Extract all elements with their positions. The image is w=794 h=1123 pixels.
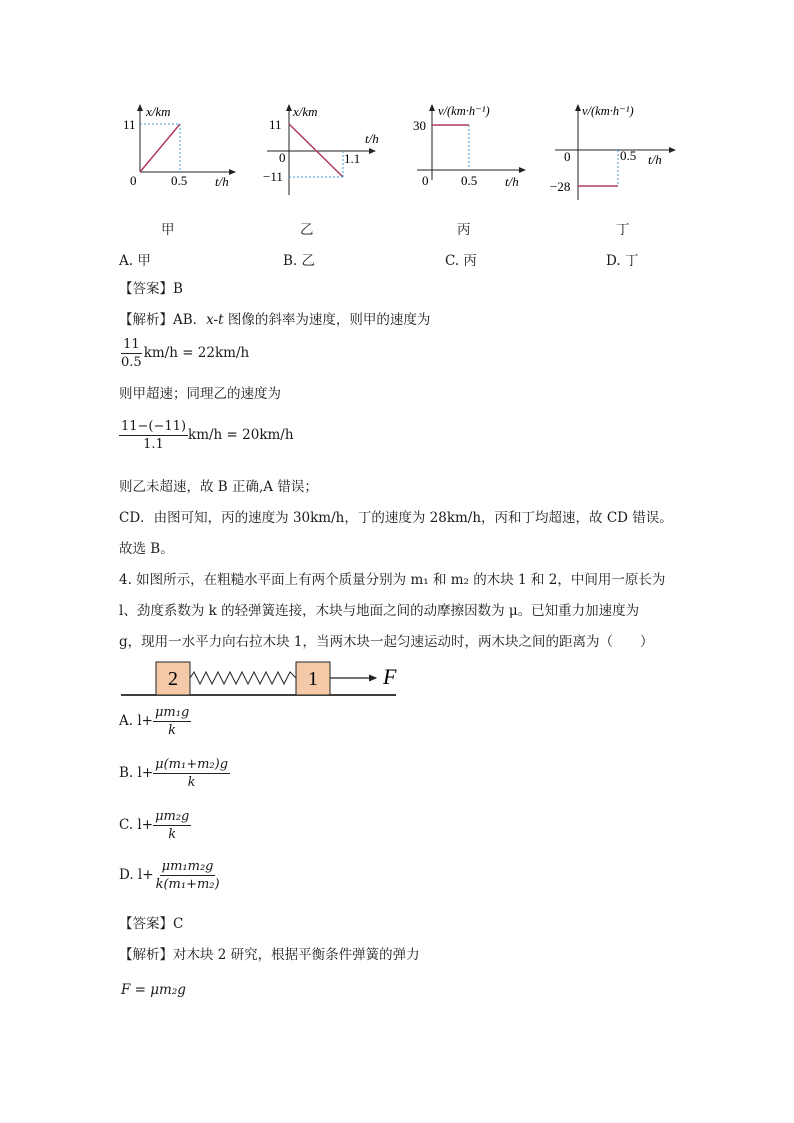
graph-yi [255, 100, 385, 200]
y-label: x/km [146, 104, 171, 119]
graph-ding [540, 100, 680, 210]
eq2-num: 11−(−11) [121, 419, 187, 434]
opt-a-fraction [153, 704, 191, 739]
q3-analysis-line3: 则乙未超速，故 B 正确,A 错误； [119, 479, 318, 495]
x-label: t/h [365, 131, 379, 146]
q4-option-a[interactable] [119, 704, 191, 739]
eq2-fraction [119, 418, 188, 453]
x-tick: 1.1 [344, 151, 361, 166]
option-b[interactable]: B. 乙 [283, 253, 316, 269]
analysis-ab: AB． [173, 312, 207, 328]
x-label: t/h [648, 152, 662, 167]
q4-stem-line1: 4. 如图所示，在粗糙水平面上有两个质量分别为 m₁ 和 m₂ 的木块 1 和 2，中间用一原长为 [119, 572, 666, 588]
q4-analysis: 【解析】对木块 2 研究，根据平衡条件弹簧的弹力 [119, 947, 420, 963]
opt-d-fraction [154, 858, 222, 893]
q3-eq1 [119, 336, 249, 371]
y-tick-top: 11 [269, 117, 282, 132]
opt-b-prefix: B. l+ [119, 765, 154, 781]
q4-option-d[interactable] [119, 858, 222, 893]
option-d[interactable]: D. 丁 [606, 253, 639, 269]
y-label: x/km [293, 104, 318, 119]
option-c[interactable]: C. 丙 [445, 253, 477, 269]
spring [190, 672, 296, 684]
y-label: v/(km·h⁻¹) [582, 104, 634, 118]
analysis-xt: x-t [206, 312, 224, 328]
q4-option-c[interactable] [119, 808, 191, 843]
x-label: t/h [215, 174, 229, 189]
q3-analysis-line1 [119, 311, 430, 329]
q3-analysis-line5: 故选 B。 [119, 541, 174, 557]
caption-ding: 丁 [616, 222, 630, 238]
opt-d-den: k(m₁+m₂) [155, 877, 220, 892]
y-label: v/(km·h⁻¹) [438, 104, 490, 118]
eq1-den: 0.5 [121, 355, 142, 370]
eq1-rhs: km/h = 22km/h [143, 345, 250, 361]
block-2-label: 2 [168, 668, 178, 690]
opt-c-num: μm₂g [155, 809, 190, 824]
q4-stem-line2: l、劲度系数为 k 的轻弹簧连接，木块与地面之间的动摩擦因数为 μ。已知重力加速度为 [119, 603, 640, 619]
opt-d-num: μm₁m₂g [161, 859, 214, 874]
x-label: t/h [505, 174, 519, 189]
opt-b-fraction [153, 756, 230, 791]
opt-c-fraction [153, 808, 191, 843]
opt-d-prefix: D. l+ [119, 867, 154, 883]
origin: 0 [564, 149, 571, 164]
opt-a-num: μm₁g [154, 705, 190, 720]
q4-stem-line3: g，现用一水平力向右拉木块 1，当两木块一起匀速运动时，两木块之间的距离为（ ） [119, 634, 654, 650]
option-a[interactable]: A. 甲 [119, 253, 151, 269]
q4-option-b[interactable] [119, 756, 230, 791]
origin: 0 [422, 173, 429, 188]
eq1-num: 11 [123, 337, 140, 352]
q3-answer: 【答案】B [119, 281, 183, 297]
graph-jia [110, 100, 250, 200]
q3-analysis-line2: 则甲超速；同理乙的速度为 [119, 386, 281, 402]
eq2-den: 1.1 [143, 437, 164, 452]
opt-a-prefix: A. l+ [119, 713, 153, 729]
origin: 0 [279, 150, 286, 165]
x-tick: 0.5 [461, 173, 478, 188]
q4-equation: F = μm₂g [121, 982, 186, 998]
analysis-text: 图像的斜率为速度，则甲的速度为 [223, 312, 431, 328]
caption-bing: 丙 [457, 222, 471, 238]
graph-line [140, 124, 180, 172]
opt-b-num: μ(m₁+m₂)g [155, 757, 229, 772]
opt-c-prefix: C. l+ [119, 817, 154, 833]
graph-bing [395, 100, 530, 200]
q4-figure [119, 660, 409, 702]
opt-c-den: k [168, 827, 177, 842]
analysis-tag: 【解析】 [119, 312, 173, 328]
q3-analysis-line4: CD．由图可知，丙的速度为 30km/h，丁的速度为 28km/h，丙和丁均超速，故 CD 错误。 [119, 510, 673, 526]
opt-b-den: k [187, 775, 196, 790]
block-1-label: 1 [308, 668, 318, 690]
opt-a-den: k [168, 723, 177, 738]
x-tick: 0.5 [620, 148, 637, 163]
y-tick: 30 [413, 118, 426, 133]
y-tick: 11 [123, 117, 136, 132]
force-label: F [383, 664, 397, 689]
q3-eq2 [119, 418, 294, 453]
x-tick: 0.5 [171, 173, 188, 188]
eq2-rhs: km/h = 20km/h [188, 427, 294, 443]
y-tick-bottom: −11 [263, 169, 283, 184]
y-tick: −28 [550, 179, 571, 194]
q4-answer: 【答案】C [119, 916, 184, 932]
origin: 0 [130, 173, 137, 188]
eq1-fraction [119, 336, 144, 371]
caption-yi: 乙 [300, 222, 314, 238]
caption-jia: 甲 [161, 222, 175, 238]
